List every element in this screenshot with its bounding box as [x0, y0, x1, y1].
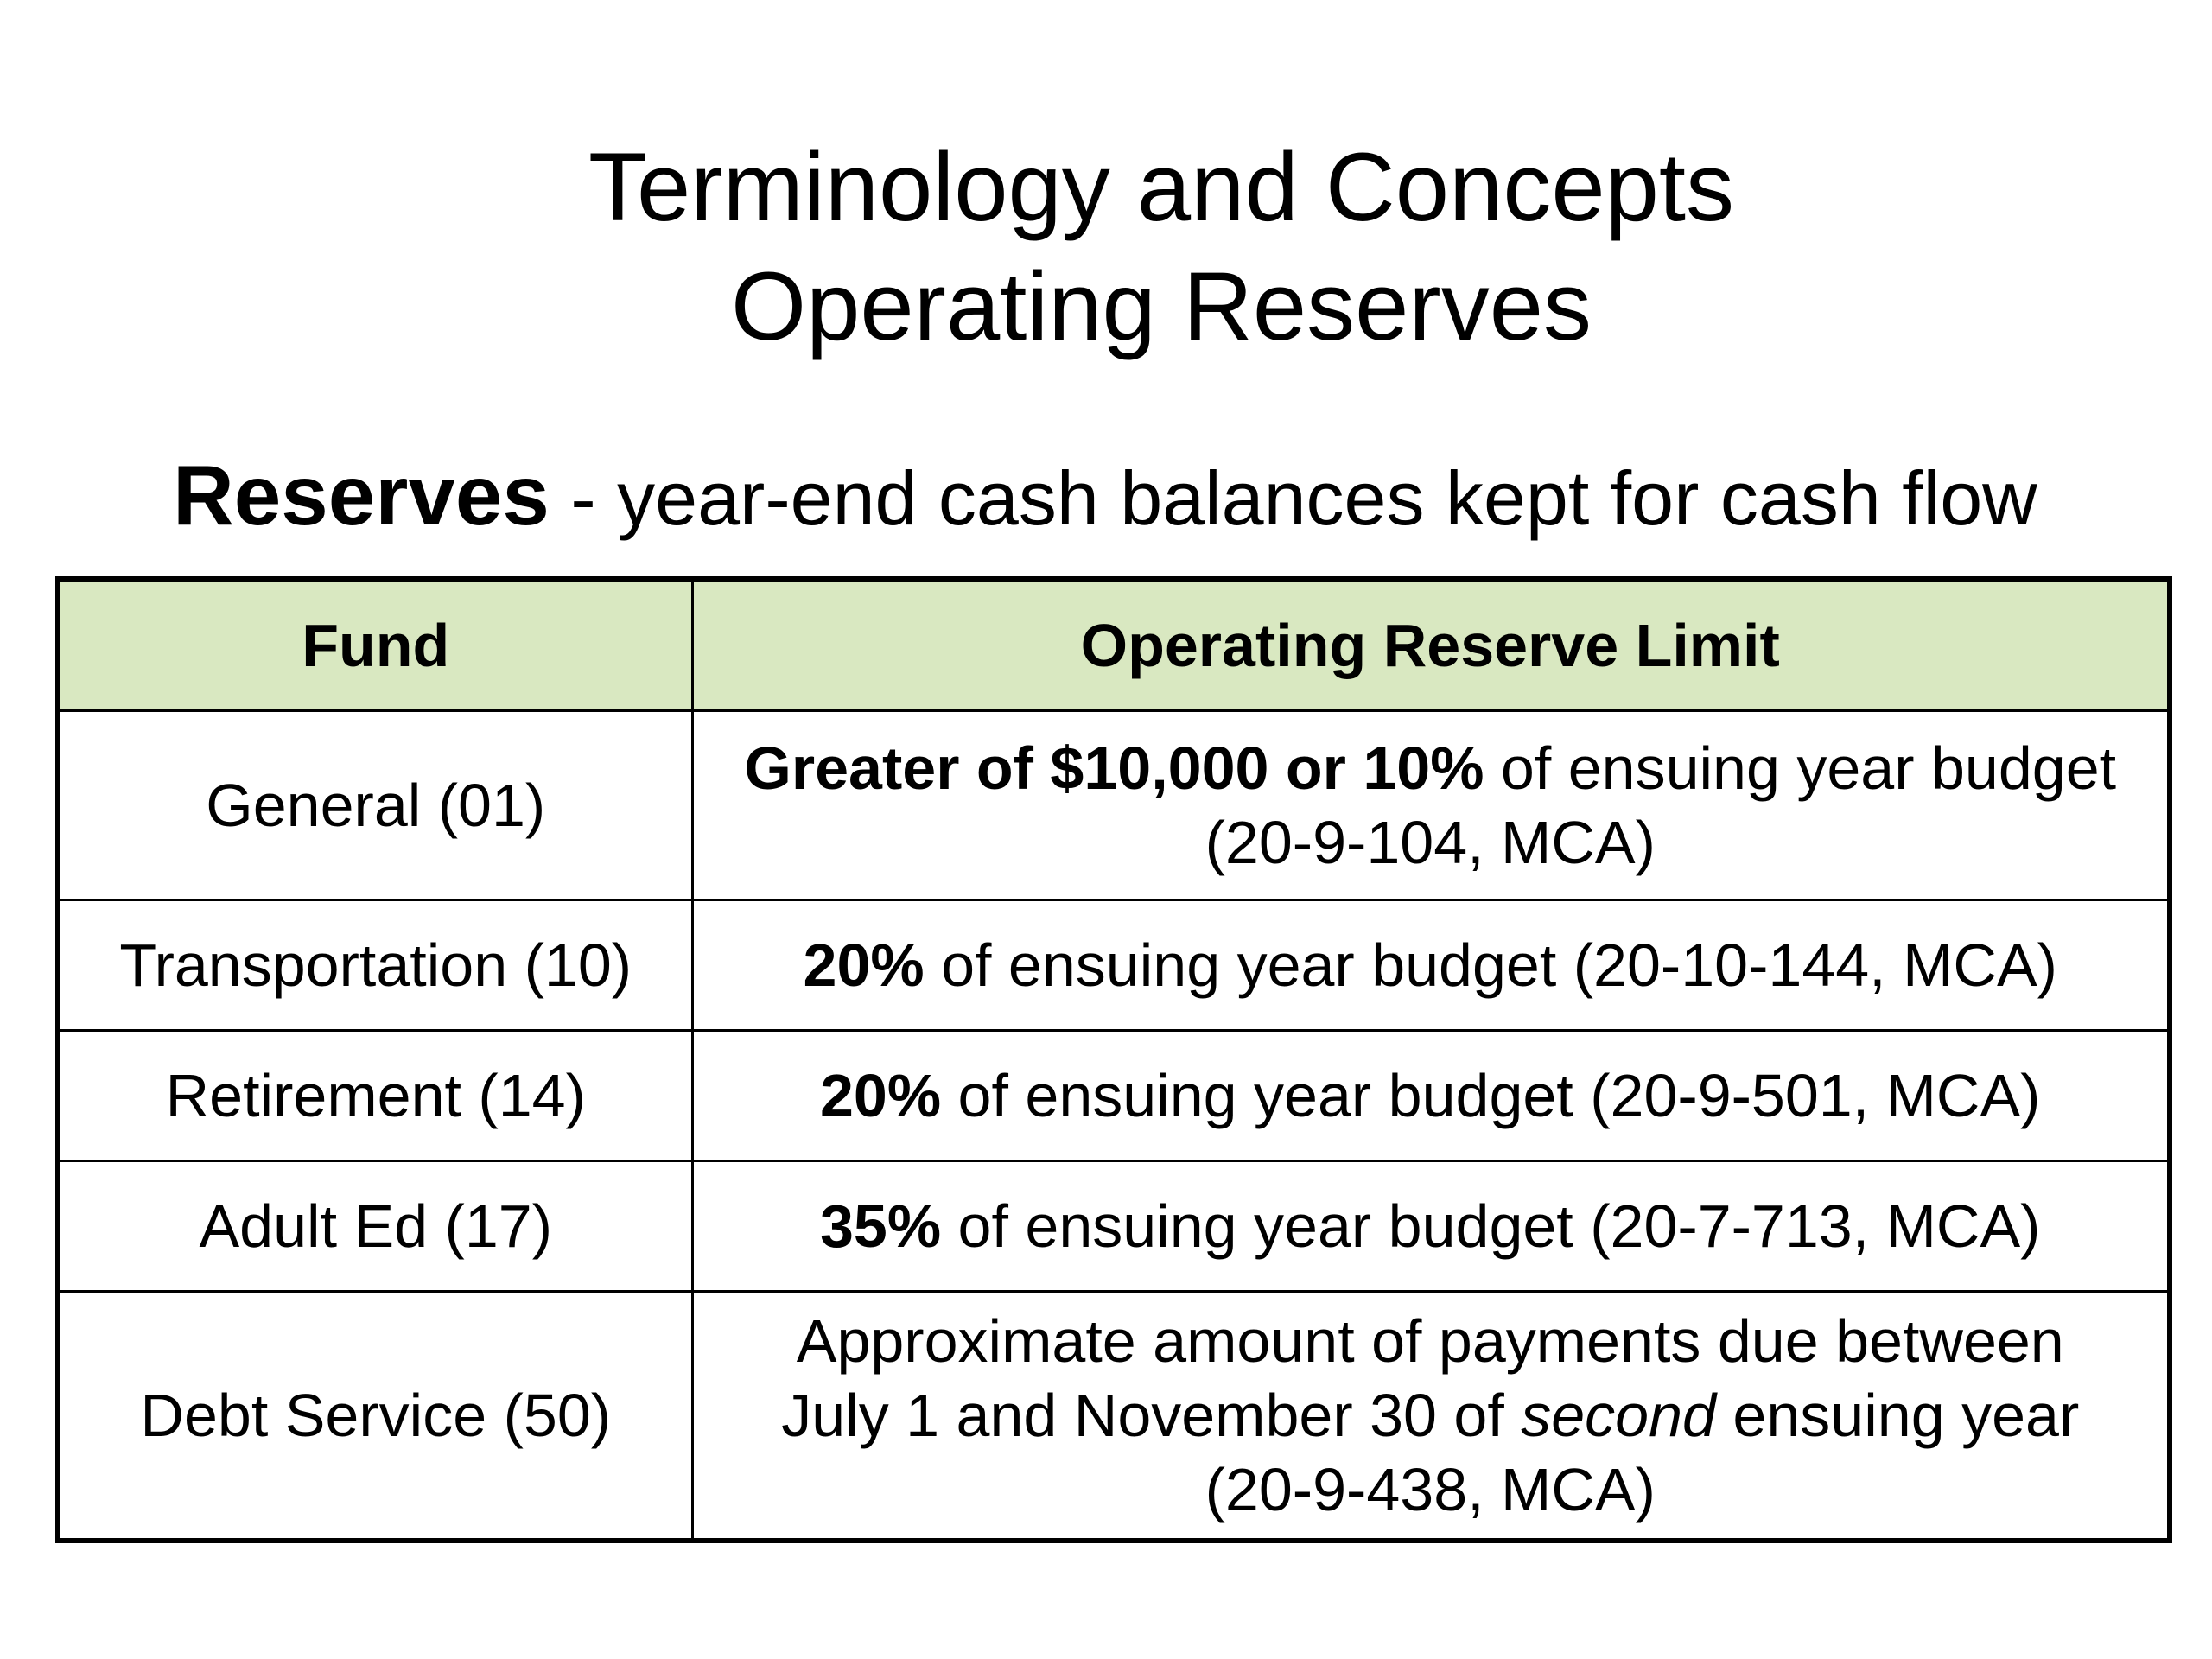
- table-row: [58, 1292, 2170, 1541]
- limit-text-line-2-end: ensuing year: [1715, 1382, 2080, 1449]
- limit-cell: [692, 711, 2170, 900]
- limit-text: of ensuing year budget (20-10-144, MCA): [924, 931, 2057, 999]
- fund-cell: General (01): [58, 711, 692, 900]
- limit-emphasis: Greater of $10,000 or 10%: [744, 734, 1484, 802]
- slide-title-line-2: Operating Reserves: [730, 252, 1592, 360]
- table-header-row: [58, 579, 2170, 711]
- limit-text: of ensuing year budget (20-9-501, MCA): [941, 1062, 2041, 1129]
- fund-cell: Debt Service (50): [58, 1292, 692, 1541]
- limit-cell: [692, 1161, 2170, 1292]
- table-row: [58, 711, 2170, 900]
- reserves-definition: [173, 448, 2212, 546]
- limit-cell: [692, 1292, 2170, 1541]
- limit-citation: (20-9-438, MCA): [1205, 1456, 1656, 1523]
- limit-citation: (20-9-104, MCA): [1205, 809, 1656, 876]
- reserve-limits-table: [55, 576, 2172, 1543]
- slide-title: [0, 128, 2212, 366]
- limit-emphasis: 20%: [803, 931, 925, 999]
- fund-cell: Adult Ed (17): [58, 1161, 692, 1292]
- limit-emphasis: 20%: [820, 1062, 942, 1129]
- table-row: [58, 1161, 2170, 1292]
- limit-text: of ensuing year budget: [1484, 734, 2117, 802]
- header-fund: Fund: [58, 579, 692, 711]
- limit-cell: [692, 1031, 2170, 1161]
- limit-text-line-2-start: July 1 and November 30 of: [781, 1382, 1522, 1449]
- limit-text-italic: second: [1521, 1382, 1716, 1449]
- table-row: [58, 900, 2170, 1031]
- definition-text: year-end cash balances kept for cash flow: [617, 455, 2037, 541]
- fund-cell: Retirement (14): [58, 1031, 692, 1161]
- limit-cell: [692, 900, 2170, 1031]
- limit-text: of ensuing year budget (20-7-713, MCA): [941, 1192, 2041, 1260]
- header-limit: Operating Reserve Limit: [692, 579, 2170, 711]
- limit-text-line-1: Approximate amount of payments due between: [796, 1307, 2064, 1375]
- slide-title-line-1: Terminology and Concepts: [588, 133, 1735, 241]
- reserves-term: Reserves: [173, 448, 550, 543]
- limit-emphasis: 35%: [820, 1192, 942, 1260]
- fund-cell: Transportation (10): [58, 900, 692, 1031]
- definition-separator: -: [549, 455, 618, 541]
- table-row: [58, 1031, 2170, 1161]
